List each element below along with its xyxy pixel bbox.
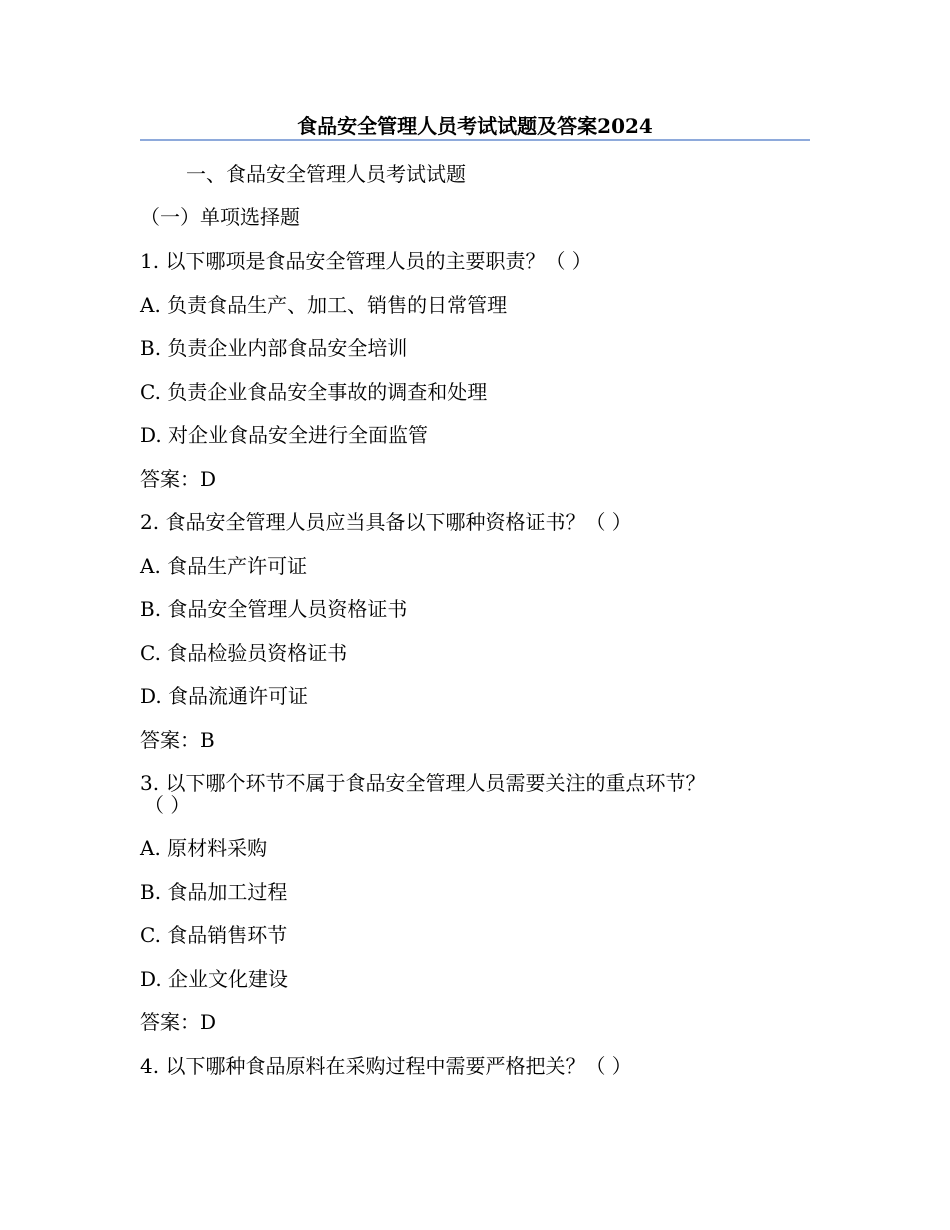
question-1-option-d: D. 对企业食品安全进行全面监管 — [140, 423, 429, 447]
question-2-option-d: D. 食品流通许可证 — [140, 684, 309, 708]
question-1-option-a: A. 负责食品生产、加工、销售的日常管理 — [140, 293, 508, 317]
question-3-option-a: A. 原材料采购 — [140, 836, 268, 860]
question-1-option-b: B. 负责企业内部食品安全培训 — [140, 336, 408, 360]
question-1-stem: 1. 以下哪项是食品安全管理人员的主要职责？（ ） — [140, 249, 592, 273]
question-2-option-c: C. 食品检验员资格证书 — [140, 641, 348, 665]
title-underline — [140, 139, 810, 141]
document-title: 食品安全管理人员考试试题及答案2024 — [297, 114, 653, 138]
subsection-heading: （一）单项选择题 — [140, 205, 300, 229]
question-2-stem: 2. 食品安全管理人员应当具备以下哪种资格证书？（ ） — [140, 510, 632, 534]
question-1-option-c: C. 负责企业食品安全事故的调查和处理 — [140, 380, 488, 404]
section-heading: 一、食品安全管理人员考试试题 — [186, 162, 466, 186]
question-2-option-a: A. 食品生产许可证 — [140, 554, 308, 578]
question-3-stem-continuation: （ ） — [144, 793, 191, 817]
question-2-option-b: B. 食品安全管理人员资格证书 — [140, 597, 408, 621]
question-3-option-c: C. 食品销售环节 — [140, 923, 288, 947]
question-3-stem: 3. 以下哪个环节不属于食品安全管理人员需要关注的重点环节？ — [140, 771, 706, 795]
question-3-option-d: D. 企业文化建设 — [140, 967, 289, 991]
question-2-answer: 答案：B — [140, 728, 215, 752]
question-4-stem: 4. 以下哪种食品原料在采购过程中需要严格把关？（ ） — [140, 1054, 632, 1078]
question-1-answer: 答案：D — [140, 467, 217, 491]
question-3-option-b: B. 食品加工过程 — [140, 880, 288, 904]
question-3-answer: 答案：D — [140, 1010, 217, 1034]
